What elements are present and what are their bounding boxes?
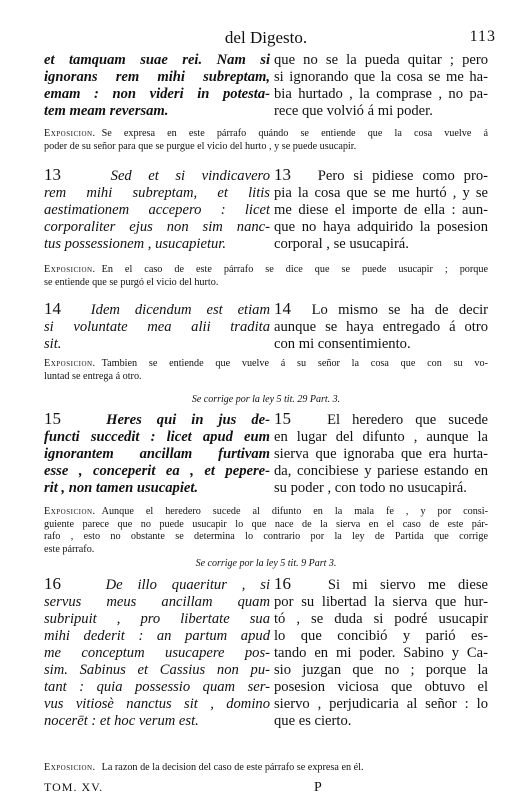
text-line: sierva que ignoraba que era hurta- [274, 446, 488, 462]
latin-text-14 [44, 300, 270, 353]
exposicion-label: Exposicion. [44, 358, 96, 369]
paragraph-number: 13 [274, 166, 291, 184]
text-line: que no haya adquirido la posesion [274, 219, 488, 235]
text-line: functi succedit : licet apud eum [44, 429, 270, 445]
spanish-text-13 [274, 166, 488, 253]
text-line: lo que concibió y parió es- [274, 628, 488, 644]
tome-label: TOM. XV. [44, 780, 104, 794]
text-line: Heres qui in jus de- [106, 412, 270, 428]
text-line: se entiende que se purgó el vicio del hurto. [44, 276, 219, 288]
paragraph-number: 15 [274, 410, 291, 428]
correction-note-16 [0, 558, 532, 569]
exposicion-13 [44, 264, 488, 289]
text-line: tem meam reversam. [44, 103, 169, 119]
corr-ley: 5 [280, 558, 286, 569]
exposicion-12 [44, 128, 488, 153]
text-line: aunque se haya entregado á otro [274, 319, 488, 335]
corr-ley: 5 [276, 394, 282, 405]
corr-tit-label: tit. [284, 394, 295, 405]
text-line: si ignorando que la cosa se me ha- [274, 69, 488, 85]
text-line: su poder , con todo no usucapirá. [274, 480, 467, 496]
text-line: En el caso de este párrafo se dice que se puede usucapir ; porque [101, 264, 488, 275]
text-line: guiente parece que no puede usucapir lo que nace de la sierva en el caso de este pár- [44, 518, 488, 530]
text-line: bia hurtado , la comprase , no pa- [274, 86, 488, 102]
exposicion-label: Exposicion. [44, 762, 96, 773]
latin-text-15 [44, 410, 270, 497]
text-line: Idem dicendum est etiam [90, 302, 270, 318]
text-line: Si mi siervo me diese [327, 577, 488, 593]
page-title: del Digesto. [224, 28, 308, 47]
paragraph-number: 16 [274, 575, 291, 593]
paragraph-number: 13 [44, 166, 61, 184]
text-line: rit , non tamen usucapiet. [44, 480, 199, 496]
text-line: este párrafo. [44, 543, 95, 555]
paragraph-number: 16 [44, 575, 61, 593]
text-line: esse , conceperit ea , et pepere- [44, 463, 270, 479]
spanish-text-15 [274, 410, 488, 497]
paragraph-number: 15 [44, 410, 61, 428]
text-line: da, concibiese y pariese estando en [274, 463, 488, 479]
text-line: rem mihi subreptam, et litis [44, 185, 270, 201]
text-line: servus meus ancillam quam [44, 594, 270, 610]
text-line: por su libertad la sierva que hur- [274, 594, 488, 610]
text-line: rafo , esto no obstante se determina lo contrario por la ley de Partida que corrige [44, 531, 488, 542]
spanish-text-12 [274, 52, 488, 120]
text-line: subripuit , pro libertate sua [44, 611, 270, 627]
text-line: corporaliter ejus non sim nanc- [44, 219, 270, 235]
text-line: tando en mi poder. Sabino y Ca- [274, 645, 488, 661]
corr-tit: 9 [301, 558, 307, 569]
latin-text-12 [44, 52, 270, 120]
text-line: posesion viciosa que obtuvo el [274, 679, 488, 695]
text-line: me diese el importe de ella : aun- [274, 202, 488, 218]
text-line: en lugar del difunto , aunque la [274, 429, 488, 445]
text-line: ignorantem ancillam furtivam [44, 446, 270, 462]
paragraph-number: 14 [274, 300, 291, 318]
text-line: sio juzgan que no ; porque la [274, 662, 488, 678]
text-line: si voluntate mea alii tradita [44, 319, 270, 335]
corr-part: 3. [328, 558, 337, 569]
text-line: que no se la pueda quitar ; pero [274, 52, 488, 68]
text-line: tó , se duda si podré usucapir [274, 611, 488, 627]
correction-note-15 [0, 394, 532, 405]
corr-part-label: Part [308, 558, 327, 569]
text-line: Sed et si vindicavero [110, 168, 270, 184]
corr-part: 3. [332, 394, 341, 405]
text-line: sit. [44, 336, 62, 352]
text-line: El heredero que sucede [327, 412, 488, 428]
text-line: Tambien se entiende que vuelve á su señor la cosa que con su vo- [101, 358, 488, 369]
text-line: Aunque el heredero sucede al difunto en la mala fe , y por consi- [101, 506, 488, 517]
exposicion-16 [44, 762, 488, 775]
signature-mark: P [314, 780, 322, 795]
page-number: 113 [469, 28, 496, 45]
text-line: nocerēt : et hoc verum est. [44, 713, 199, 729]
text-line: siervo , perjudicaria al señor : lo [274, 696, 488, 712]
text-line: me conceptum usucapere pos- [44, 645, 270, 661]
text-line: que es cierto. [274, 713, 352, 729]
latin-text-13 [44, 166, 270, 253]
paragraph-number: 14 [44, 300, 61, 318]
text-line: emam : non videri in potesta- [44, 86, 270, 102]
text-line: Pero si pidiese como pro- [317, 168, 488, 184]
text-line: tant : quia possessio quam ser- [44, 679, 270, 695]
text-line: Se expresa en este párrafo quándo se entiende que la cosa vuelve á [101, 128, 488, 139]
text-line: poder de su señor para que se purgue el vicio del hurto , y se puede usucapir. [44, 140, 357, 152]
text-line: rece que volvió á mi poder. [274, 103, 433, 119]
corr-prefix: Se corrige por la ley [195, 558, 278, 569]
latin-text-16 [44, 575, 270, 730]
text-line: ignorans rem mihi subreptam, [44, 69, 270, 85]
text-line: luntad se entrega á otro. [44, 370, 142, 382]
exposicion-15 [44, 506, 488, 556]
exposicion-label: Exposicion. [44, 506, 96, 517]
text-line: mihi dederit : an partum apud [44, 628, 270, 644]
text-line: aestimationem accepero : licet [44, 202, 270, 218]
text-line: et tamquam suae rei. Nam si [44, 52, 270, 68]
exposicion-14 [44, 358, 488, 383]
text-line: corporal , se usucapirá. [274, 236, 409, 252]
page-footer [44, 780, 488, 794]
corr-tit: 29 [297, 394, 308, 405]
spanish-text-14 [274, 300, 488, 353]
text-line: Lo mismo se ha de decir [311, 302, 488, 318]
running-header [0, 28, 532, 50]
corr-part-label: Part. [309, 394, 331, 405]
spanish-text-16 [274, 575, 488, 730]
corr-tit-label: tit. [287, 558, 299, 569]
exposicion-label: Exposicion. [44, 264, 96, 275]
text-line: vus vitiosè nanctus sit , domino [44, 696, 270, 712]
text-line: De illo quaeritur , si [105, 577, 270, 593]
exposicion-label: Exposicion. [44, 128, 96, 139]
text-line: con mi consentimiento. [274, 336, 411, 352]
corr-prefix: Se corrige por la ley [191, 394, 275, 405]
text-line: tus possessionem , usucapietur. [44, 236, 227, 252]
text-line: La razon de la decision del caso de este párrafo se expresa en él. [101, 762, 364, 773]
text-line: pia la cosa que se me hurtó , y se [274, 185, 488, 201]
text-line: sim. Sabinus et Cassius non pu- [44, 662, 270, 678]
